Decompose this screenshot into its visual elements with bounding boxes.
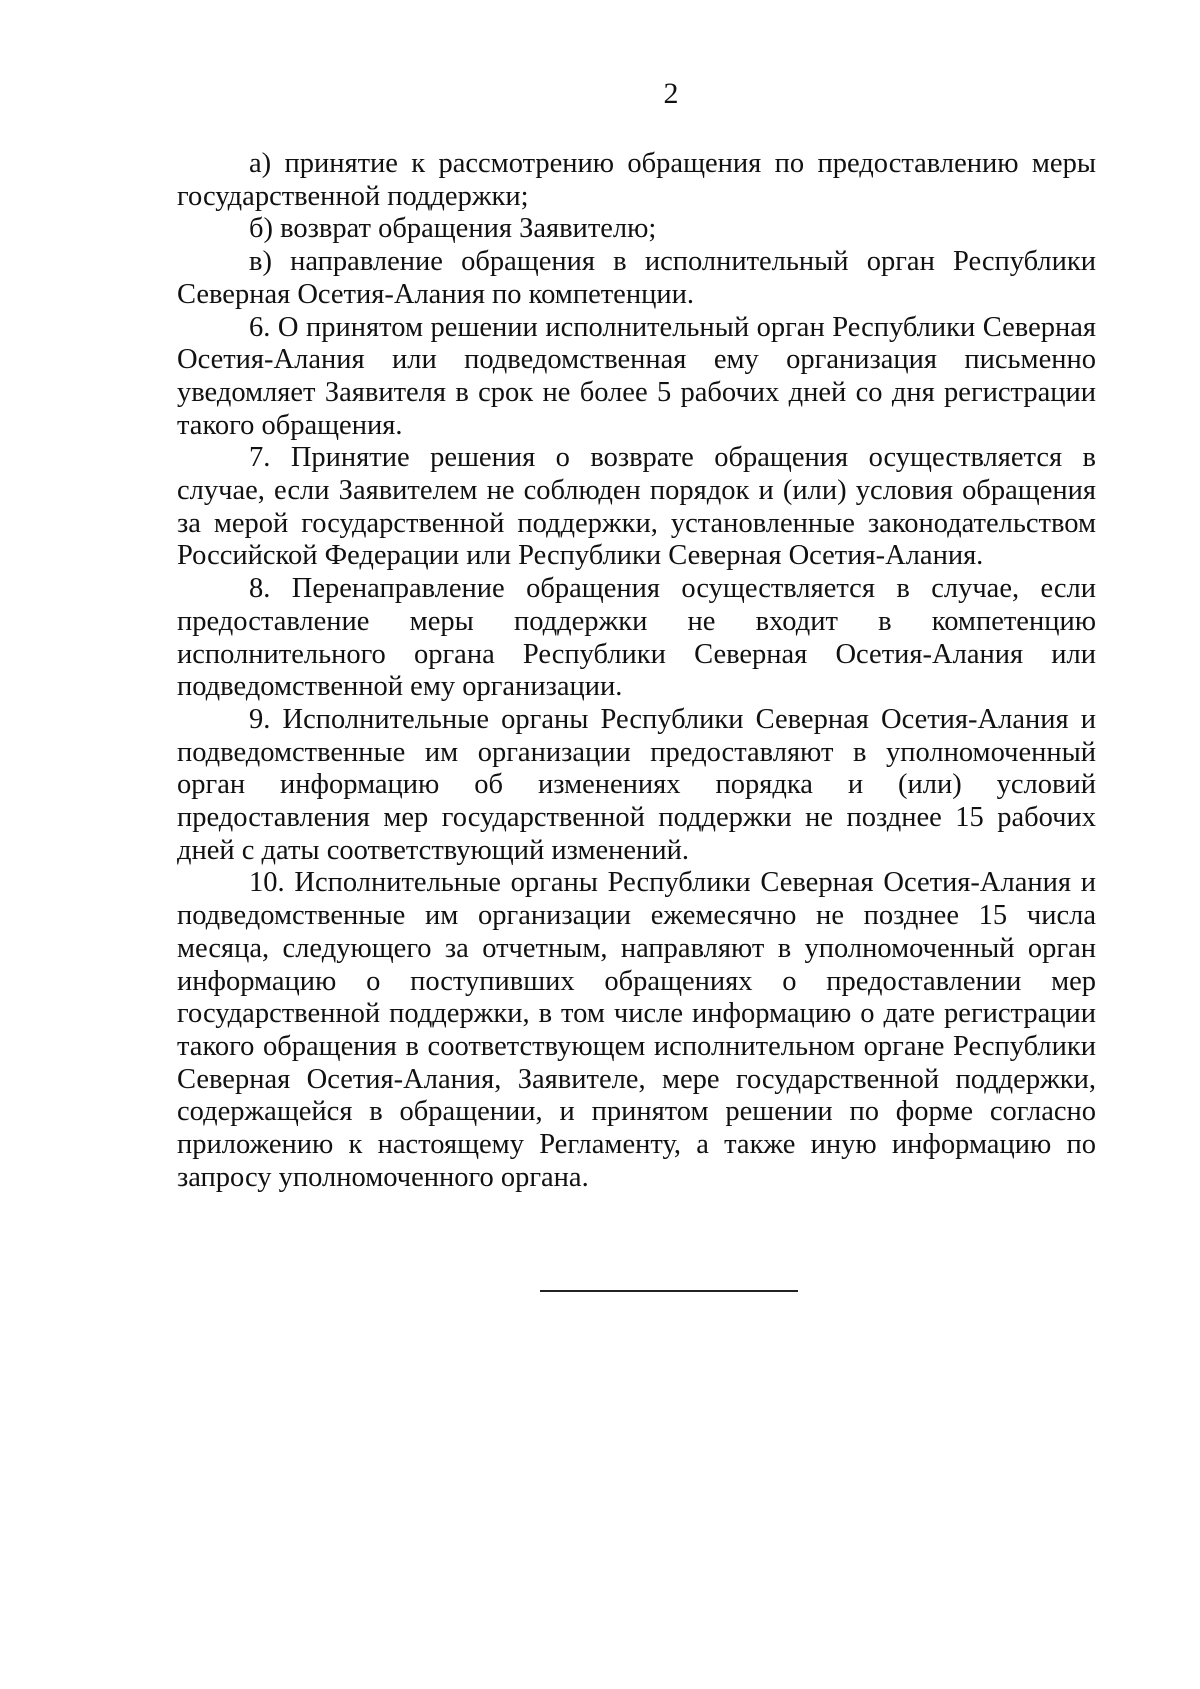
paragraph-9: 9. Исполнительные органы Республики Северная Осетия-Алания и подведомственные им организации предоставляют в уполномоченный орган информацию об изменениях порядка и (или) условий предоставления мер государственной поддержки не позднее 15 рабочих дней с даты соответствующий изменений. xyxy=(177,703,1096,866)
paragraph-10: 10. Исполнительные органы Республики Северная Осетия-Алания и подведомственные им организации ежемесячно не позднее 15 числа месяца, следующего за отчетным, направляют в уполномоченный орган информацию о поступивших обращениях о предоставлении мер государственной поддержки, в том числе информацию о дате регистрации такого обращения в соответствующем исполнительном органе Республики Северная Осетия-Алания, Заявителе, мере государственной поддержки, содержащейся в обращении, и принятом решении по форме согласно приложению к настоящему Регламенту, а также иную информацию по запросу уполномоченного органа. xyxy=(177,867,1096,1193)
paragraph-5a: а) принятие к рассмотрению обращения по предоставлению меры государственной поддержки; xyxy=(177,148,1096,212)
paragraph-7: 7. Принятие решения о возврате обращения осуществляется в случае, если Заявителем не соблюден порядок и (или) условия обращения за мерой государственной поддержки, установленные законодательством Российской Федерации или Республики Северная Осетия-Алания. xyxy=(177,442,1096,572)
paragraph-5c: в) направление обращения в исполнительный орган Республики Северная Осетия-Алания по компетенции. xyxy=(177,246,1096,310)
paragraph-6: 6. О принятом решении исполнительный орган Республики Северная Осетия-Алания или подведомственная ему организация письменно уведомляет Заявителя в срок не более 5 рабочих дней со дня регистрации такого обращения. xyxy=(177,311,1096,441)
end-separator-line xyxy=(540,1290,798,1292)
page-number: 2 xyxy=(663,77,679,110)
paragraph-8: 8. Перенаправление обращения осуществляется в случае, если предоставление меры поддержки не входит в компетенцию исполнительного органа Республики Северная Осетия-Алания или подведомственной ему организации. xyxy=(177,573,1096,703)
document-body xyxy=(177,148,1096,1195)
paragraph-5b: б) возврат обращения Заявителю; xyxy=(249,213,657,245)
